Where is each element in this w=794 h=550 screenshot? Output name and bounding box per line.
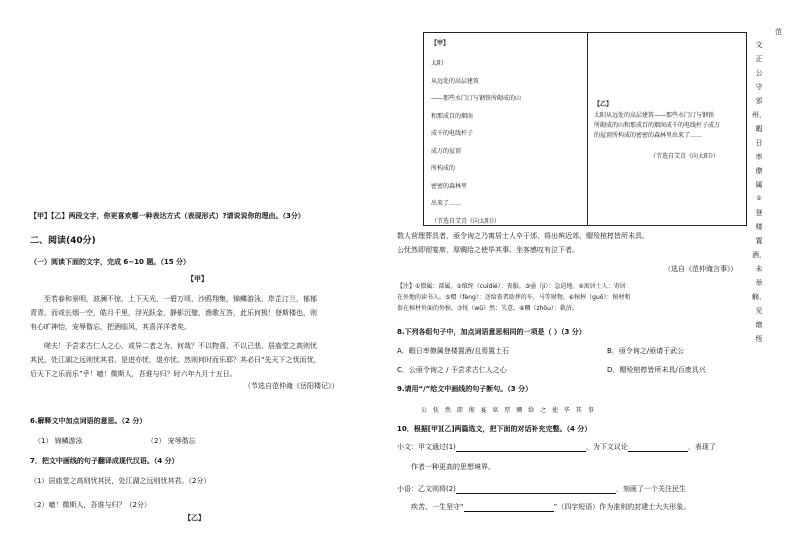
question-10: 10．根据[甲][乙]两篇选文，把下面的对话补充完整。（4 分） [397, 425, 592, 433]
classical-text-source: （选自《范仲淹言事》） [664, 265, 738, 273]
poem-box-divider [587, 32, 588, 226]
poem-line: 密密的森林里 [431, 182, 468, 190]
poem-line: 成千的电线杆子 [431, 130, 474, 137]
passage-source-left: （节选自范仲淹《岳阳楼记》） [244, 382, 339, 390]
classical-line: 数人营理葬具者，亟令询之乃寓居士人卒于邠，将出殡近郊，赗殓棺椁皆所未具。 [397, 232, 649, 240]
poem-line: 成万的屋顶 [431, 147, 462, 155]
q10-dialogue-line-1 [397, 442, 777, 452]
passage-line: 有心旷神怡，宠辱偕忘，把酒临风，其喜洋洋者矣。 [30, 323, 191, 331]
poem-line: 从远处的高层建筑 [431, 77, 480, 85]
vertical-char: 州， [752, 111, 766, 119]
question-7-item-2: （2）噫！微斯人，吾谁与归？（2分） [30, 501, 151, 509]
answer-blank-1b[interactable] [628, 443, 688, 452]
q10-dialogue-line-2: 作者一种更高的思想境界。 [411, 463, 495, 471]
vertical-char: 公 [755, 69, 763, 77]
vertical-char: 文 [755, 41, 763, 49]
yi-label-left: 【乙】 [184, 514, 205, 522]
vertical-char: 置 [755, 237, 763, 245]
classical-line: 公怃然即彻宴席，厚赒给之使毕其事。坐客感叹有泣下者。 [397, 246, 579, 254]
poem-yi-source: （节选自艾青《向太阳》） [650, 153, 720, 160]
poem-line: （节选自艾青《向太阳》） [431, 217, 501, 225]
vertical-char: 绖 [755, 335, 763, 343]
vertical-char: 僚 [755, 167, 763, 175]
question-8-option-b: B．亟令询之/亟请于武公 [607, 347, 685, 355]
question-7-item-1: （1）居庙堂之高则忧其民，处江湖之远则忧其君。（2分） [30, 477, 211, 485]
vertical-char: 酒， [752, 251, 766, 259]
passage-line: 后天下之乐而乐”乎！噫！微斯人，吾谁与归？时六年九月十五日。 [30, 370, 237, 378]
passage-line: 其民，处江湖之远则忧其君。是进亦忧，退亦忧。然则何时而乐耶？其必曰“先天下之忧而忧， [30, 356, 321, 364]
question-8-option-a: A．暇日率僚属登楼置酒/且焉置土石 [397, 347, 510, 355]
poem-line: 太阳 [431, 60, 444, 67]
poem-line: 和那成百的烟囱 [431, 112, 474, 120]
vertical-char: 觞， [752, 293, 766, 301]
poem-jia-label: 【甲】 [431, 40, 450, 47]
passage-line: 青青。而或长烟一空，皓月千里，浮光跃金，静影沉璧，渔歌互答，此乐何极！登斯楼也，则 [30, 309, 317, 317]
passage-line: 至若春和景明，波澜不惊，上下天光，一碧万顷，沙鸥翔集，锦鳞游泳，岸芷汀兰，郁郁 [44, 295, 317, 303]
poem-yi-label: 【乙】 [594, 101, 613, 108]
note-line: 在外地的读书人。⑤赗（fèng）：送给丧者助葬的车、马等财物。⑥棺椁（guǒ）：棺材和 [397, 294, 631, 301]
vertical-char: 暇 [755, 125, 763, 133]
question-8-option-c: C．公亟令询之 / 予尝求古仁人之心 [397, 366, 507, 374]
annotation-notes [397, 281, 777, 314]
q10-text: ，刻画了一个关注民生 [615, 485, 686, 493]
q10-text: 小语：乙文则将(2) [397, 485, 456, 493]
passage-paragraph-2 [30, 339, 390, 381]
vertical-title: 范 [775, 28, 782, 36]
q10-text: ，表现了 [687, 443, 716, 451]
vertical-char: 邠 [755, 97, 763, 105]
vertical-char: 守 [755, 83, 763, 91]
q10-dialogue-line-4 [411, 502, 777, 512]
vertical-char: 日 [755, 139, 763, 147]
question-7: 7．把文中画线的句子翻译成现代汉语。（4 分） [30, 457, 179, 465]
classical-text-continued [397, 229, 767, 257]
vertical-char: 登 [755, 209, 763, 217]
poem-line: 太阳从远处的高层建筑——那些水门汀与钢铁 [594, 112, 715, 119]
section-title-reading: 二、阅读(40分) [30, 236, 96, 246]
vertical-char: 未 [755, 265, 763, 273]
vertical-char: 楼 [755, 223, 763, 231]
note-line: 【注】①僚属：部属。②缞绖（cuīdié）：丧服。③亟（jí）：急迫地。④寓居士人：寄居 [397, 283, 626, 290]
poem-line: ——那些水门汀与钢铁所砌成的山 [431, 95, 522, 102]
poem-line: 所构成的 [431, 165, 456, 172]
q10-text: 小文：甲文通过(1) [397, 443, 456, 451]
vertical-char: 属 [755, 181, 763, 189]
question-compare-expression: 【甲】【乙】两段文字，你更喜欢哪一种表达方式（表现形式）?请说说你的理由。（3分） [30, 212, 305, 220]
part-one-title: （一）阅读下面的文字，完成 6~10 题。（15 分） [30, 258, 191, 266]
q10-text: 疾苦、一生坚守“ [411, 503, 464, 511]
answer-blank-3[interactable] [464, 503, 554, 512]
answer-blank-1[interactable] [456, 443, 586, 452]
question-9: 9.请用“/”给文中画线的句子断句。（3 分） [397, 385, 533, 393]
q10-text: ，为下文议论 [585, 443, 628, 451]
q10-text: ”（四字短语）作为准则的封建士大夫形象。 [553, 503, 691, 511]
question-8-option-d: D．赗殓棺椁皆所未具/百废具兴 [607, 366, 706, 374]
passage-line: 嗟夫！予尝求古仁人之心，或异二者之为，何哉？不以物喜，不以己悲，居庙堂之高则忧 [44, 342, 317, 350]
poem-line: 所砌成的山和那成百的烟囱成千的电线杆子成万 [594, 122, 721, 129]
q10-dialogue-line-3 [397, 484, 777, 494]
question-8: 8.下列各组句子中，加点词语意思相同的一项是（ ）（3 分） [397, 328, 586, 336]
question-6-item-1: （1） 锦鳞游泳 [34, 437, 83, 445]
jia-label-left: 【甲】 [187, 275, 208, 283]
answer-blank-2[interactable] [456, 485, 616, 494]
poem-yi-lines [594, 111, 744, 141]
poem-line: 的屋顶所构成的密密的森林里出来了…… [594, 132, 703, 139]
question-6-item-2: （2） 宠辱偕忘 [147, 437, 196, 445]
vertical-char: 率 [755, 153, 763, 161]
poem-line: 出来了…… [431, 200, 462, 207]
question-6: 6.解释文中加点词语的意思。（2 分） [30, 417, 147, 425]
vertical-char: 见 [755, 307, 763, 315]
question-9-sentence: 公 怃 然 即 彻 宴 席 厚 赒 给 之 使 毕 其 事 [421, 407, 596, 414]
poem-jia-lines [431, 55, 581, 230]
vertical-char: 举 [755, 279, 763, 287]
passage-paragraph-1 [30, 292, 390, 334]
vertical-char: 正 [755, 55, 763, 63]
vertical-char: 缞 [755, 321, 763, 329]
note-line: 套在棺材外面的外棺。⑦怃（wǔ）然：失意。⑧赒（zhōu）：救济。 [397, 305, 578, 312]
vertical-char: ① [756, 195, 762, 202]
